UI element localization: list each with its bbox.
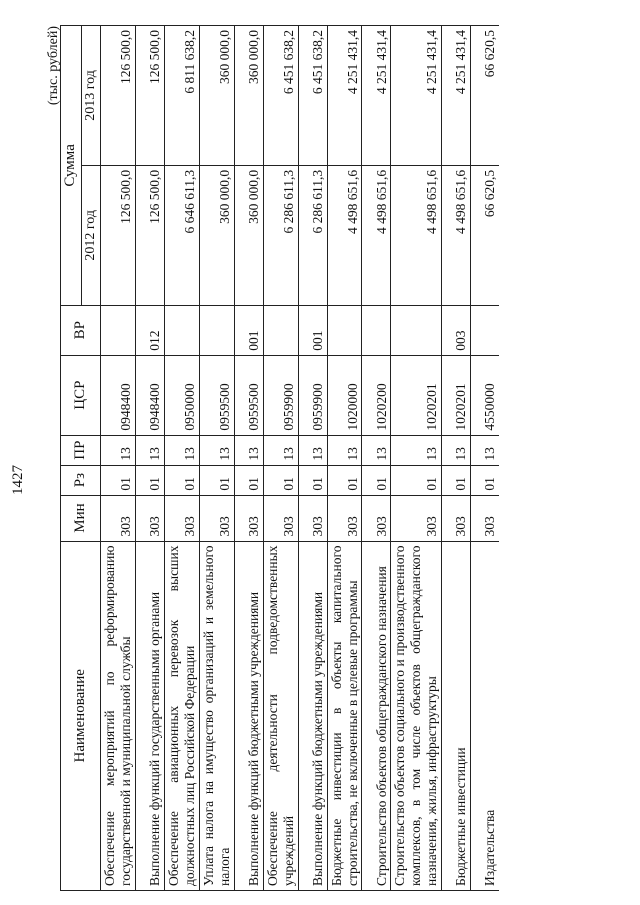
row-csr: 0959900 [263,355,298,435]
row-pr: 13 [442,435,471,465]
table-row [101,26,136,891]
header-pr: ПР [61,435,101,465]
row-amount-2012: 4 498 651,6 [362,165,391,305]
row-pr: 13 [199,435,234,465]
row-rz: 01 [442,465,471,495]
page-number: 1427 [10,465,26,495]
row-amount-2012: 4 498 651,6 [442,165,471,305]
row-rz: 01 [327,465,362,495]
row-amount-2012: 66 620,5 [471,165,500,305]
row-rz: 01 [234,465,263,495]
row-amount-2013: 360 000,0 [199,26,234,166]
row-csr: 0959500 [234,355,263,435]
row-amount-2013: 360 000,0 [234,26,263,166]
row-min: 303 [234,495,263,541]
table-row [199,26,234,891]
row-rz: 01 [199,465,234,495]
row-csr: 1020201 [442,355,471,435]
row-amount-2013: 126 500,0 [101,26,136,166]
row-pr: 13 [471,435,500,465]
row-min: 303 [101,495,136,541]
row-min: 303 [327,495,362,541]
row-pr: 13 [234,435,263,465]
table-row [362,26,391,891]
row-min: 303 [136,495,165,541]
row-pr: 13 [327,435,362,465]
row-amount-2012: 4 498 651,6 [327,165,362,305]
row-rz: 01 [298,465,327,495]
row-amount-2012: 126 500,0 [136,165,165,305]
row-min: 303 [362,495,391,541]
row-name: Бюджетные инвестиции в объекты капитального строительства, не включенные в целевые программы [327,541,362,890]
row-min: 303 [165,495,200,541]
row-rz: 01 [471,465,500,495]
table-row [391,26,442,891]
table-row [234,26,263,891]
table-row [442,26,471,891]
row-min: 303 [471,495,500,541]
row-vr [471,305,500,355]
row-vr: 001 [234,305,263,355]
row-rz: 01 [391,465,442,495]
header-min: Мин [61,495,101,541]
row-csr: 0959500 [199,355,234,435]
header-rz: Рз [61,465,101,495]
row-name: Уплата налога на имущество организаций и земельного налога [199,541,234,890]
row-min: 303 [391,495,442,541]
header-csr: ЦСР [61,355,101,435]
header-year-2012: 2012 год [81,165,101,305]
row-amount-2013: 6 451 638,2 [263,26,298,166]
row-min: 303 [298,495,327,541]
row-amount-2013: 4 251 431,4 [327,26,362,166]
row-vr: 001 [298,305,327,355]
row-rz: 01 [362,465,391,495]
row-rz: 01 [165,465,200,495]
row-csr: 0950000 [165,355,200,435]
row-name: Издательства [471,541,500,890]
row-name: Выполнение функций бюджетными учреждениями [298,541,327,890]
row-vr [327,305,362,355]
row-rz: 01 [136,465,165,495]
row-amount-2013: 4 251 431,4 [362,26,391,166]
row-amount-2013: 66 620,5 [471,26,500,166]
row-pr: 13 [165,435,200,465]
table-row [298,26,327,891]
header-sum: Сумма [61,26,82,306]
row-name: Обеспечение деятельности подведомственных учреждений [263,541,298,890]
row-pr: 13 [298,435,327,465]
row-amount-2012: 360 000,0 [234,165,263,305]
row-amount-2013: 4 251 431,4 [442,26,471,166]
row-pr: 13 [136,435,165,465]
table-row [327,26,362,891]
row-csr: 1020000 [327,355,362,435]
row-amount-2013: 6 451 638,2 [298,26,327,166]
row-rz: 01 [263,465,298,495]
row-name: Обеспечение мероприятий по реформированию государственной и муниципальной службы [101,541,136,890]
table-body [101,26,499,891]
header-vr: ВР [61,305,101,355]
row-csr: 0948400 [101,355,136,435]
row-pr: 13 [391,435,442,465]
table-row [471,26,500,891]
row-vr [199,305,234,355]
row-csr: 4550000 [471,355,500,435]
row-csr: 1020201 [391,355,442,435]
row-pr: 13 [362,435,391,465]
row-csr: 0948400 [136,355,165,435]
row-amount-2013: 6 811 638,2 [165,26,200,166]
row-pr: 13 [101,435,136,465]
row-name: Строительство объектов общегражданского назначения [362,541,391,890]
row-amount-2012: 6 646 611,3 [165,165,200,305]
row-name: Выполнение функций государственными органами [136,541,165,890]
table-row [263,26,298,891]
budget-table [60,25,499,891]
table-row [136,26,165,891]
row-csr: 1020200 [362,355,391,435]
table-row [165,26,200,891]
row-csr: 0959900 [298,355,327,435]
row-amount-2013: 126 500,0 [136,26,165,166]
row-vr [101,305,136,355]
row-min: 303 [263,495,298,541]
header-name: Наименование [61,541,101,890]
row-name: Строительство объектов социального и производственного комплексов, в том числе объектов общегражданского назначения, жилья, инфраструктуры [391,541,442,890]
row-name: Выполнение функций бюджетными учреждениями [234,541,263,890]
row-rz: 01 [101,465,136,495]
row-vr [165,305,200,355]
table-header-row [61,26,82,891]
row-amount-2013: 4 251 431,4 [391,26,442,166]
row-vr: 012 [136,305,165,355]
header-year-2013: 2013 год [81,26,101,166]
row-min: 303 [442,495,471,541]
row-vr: 003 [442,305,471,355]
row-name: Бюджетные инвестиции [442,541,471,890]
row-name: Обеспечение авиационных перевозок высших должностных лиц Российской Федерации [165,541,200,890]
row-pr: 13 [263,435,298,465]
row-amount-2012: 126 500,0 [101,165,136,305]
row-amount-2012: 6 286 611,3 [263,165,298,305]
row-amount-2012: 360 000,0 [199,165,234,305]
row-vr [362,305,391,355]
row-min: 303 [199,495,234,541]
units-caption: (тыс. рублей) [46,26,61,106]
row-amount-2012: 6 286 611,3 [298,165,327,305]
row-vr [263,305,298,355]
row-vr [391,305,442,355]
row-amount-2012: 4 498 651,6 [391,165,442,305]
